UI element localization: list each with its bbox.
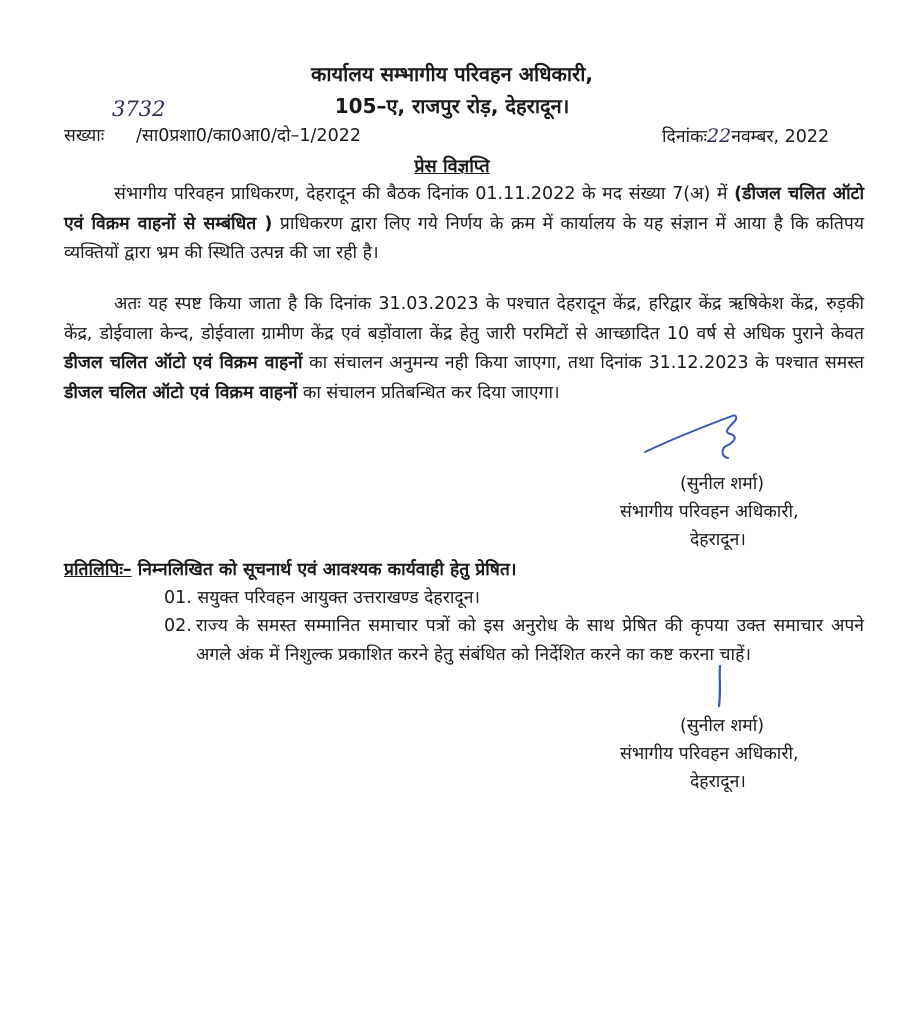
copy-item-1-num: 01. (164, 588, 192, 608)
office-address: 105–ए, राजपुर रोड़, देहरादून। (334, 94, 570, 118)
signature-1-place: देहरादून। (690, 530, 746, 550)
copy-item-2-text: राज्य के समस्त सम्मानित समाचार पत्रों को इस अनुरोध के साथ प्रेषित की कृपया उक्त समाचार अपने अगले अंक में निशुल्क प्रकाशित करने हेतु संबंधित को निर्देशित करने का कष्ट करना चाहें। (196, 616, 864, 665)
handwritten-reference-number: 3732 (112, 97, 166, 121)
date-handwritten-day: 22 (707, 125, 732, 147)
signature-2-place: देहरादून। (690, 772, 746, 792)
office-name: कार्यालय सम्भागीय परिवहन अधिकारी, (311, 62, 593, 86)
signature-2-name: (सुनील शर्मा) (680, 716, 765, 736)
copy-line (64, 556, 517, 585)
copy-item-1 (164, 584, 480, 613)
copy-label: प्रतिलिपिः– (64, 560, 132, 580)
paragraph-1-text-a: संभागीय परिवहन प्राधिकरण, देहरादून की बैठक दिनांक 01.11.2022 के मद संख्या 7(अ) में (114, 184, 735, 204)
signature-2-designation: संभागीय परिवहन अधिकारी, (620, 744, 799, 764)
signature-1-designation: संभागीय परिवहन अधिकारी, (620, 502, 799, 522)
date-label: दिनांकः (662, 127, 708, 147)
date-month-year: नवम्बर, 2022 (731, 127, 830, 147)
signature-1-name: (सुनील शर्मा) (680, 474, 765, 494)
copy-intro: निम्नलिखित को सूचनार्थ एवं आवश्यक कार्यवाही हेतु प्रेषित। (131, 560, 517, 580)
paragraph-2 (64, 290, 864, 408)
copy-item-1-text: सयुक्त परिवहन आयुक्त उत्तराखण्ड देहरादून। (197, 588, 481, 608)
paragraph-2-text-c: का संचालन प्रतिबन्धित कर दिया जाएगा। (297, 382, 560, 403)
paragraph-2-text-b: का संचालन अनुमन्य नही किया जाएगा, तथा दिनांक 31.12.2023 के पश्चात समस्त (302, 353, 864, 373)
paragraph-2-bold-a: डीजल चलित ऑटो एवं विक्रम वाहनों (64, 353, 303, 373)
paragraph-1-text-b: प्राधिकरण द्वारा लिए गये निर्णय के क्रम में कार्यालय के यह संज्ञान में आया है कि कतिपय व्यक्तियों द्वारा भ्रम की स्थिति उत्पन्न की जा रही है। (64, 213, 864, 263)
paragraph-2-bold-b: डीजल चलित ऑटो एवं विक्रम वाहनों (64, 382, 298, 403)
paragraph-1-bold: (डीजल चलित ऑटो एवं विक्रम वाहनों से सम्बंधित ) (64, 184, 865, 234)
reference-number: /सा0प्रशा0/का0आ0/दो–1/2022 (136, 126, 361, 146)
copy-item-2-num: 02. (164, 616, 192, 636)
paragraph-2-text-a: अतः यह स्पष्ट किया जाता है कि दिनांक 31.03.2023 के पश्चात देहरादून केंद्र, हरिद्वार केंद्र ऋषिकेश केंद्र, रुड़की केंद्र, डोईवाला केन्द, डोईवाला ग्रामीण केंद्र एवं बड़ोंवाला केंद्र हेतु जारी परमिटों से आच्छादित 10 वर्ष से अधिक पुराने केवत (64, 294, 864, 344)
press-release-title: प्रेस विज्ञप्ति (414, 156, 490, 177)
signature-mark-2 (710, 664, 730, 714)
reference-label: सख्याः (64, 126, 105, 146)
paragraph-1 (64, 180, 864, 269)
signature-mark-1 (640, 410, 750, 470)
copy-item-2 (164, 612, 864, 670)
reference-date (662, 122, 829, 152)
